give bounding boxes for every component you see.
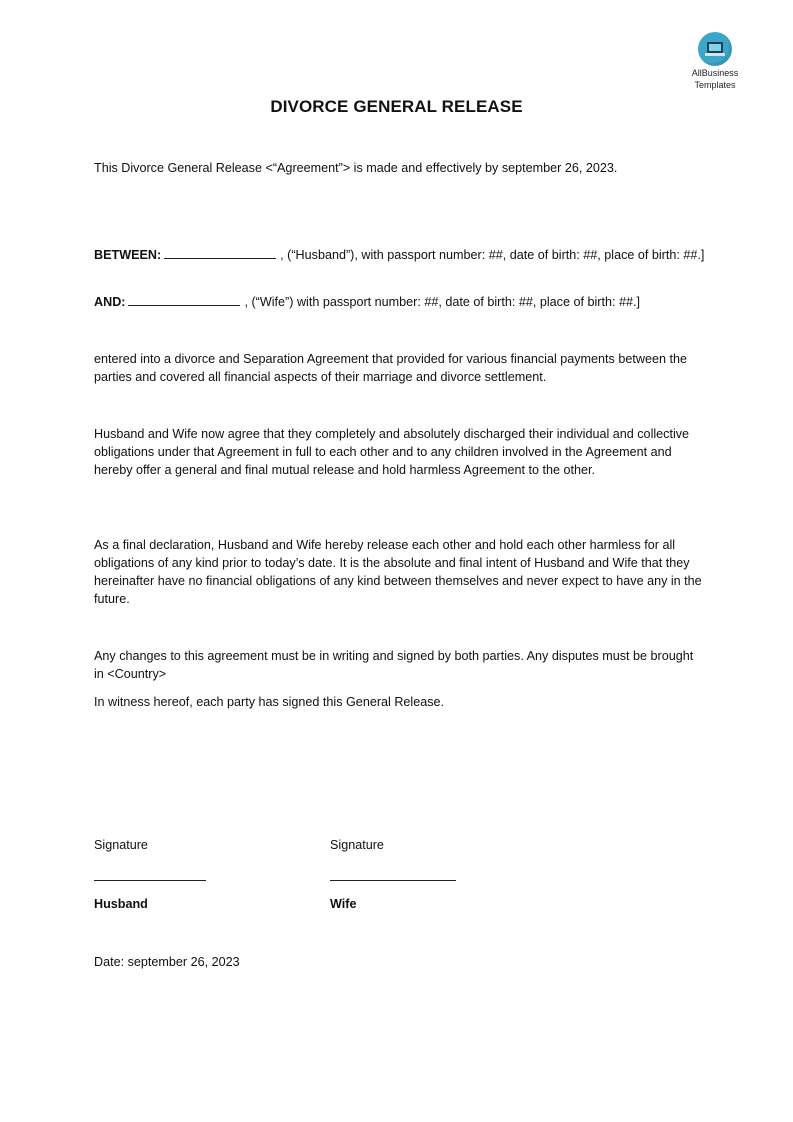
allbusiness-templates-logo [686, 32, 744, 90]
between-clause [94, 246, 706, 264]
document-title: DIVORCE GENERAL RELEASE [270, 97, 523, 116]
and-clause [94, 293, 706, 311]
paragraph-4: Any changes to this agreement must be in writing and signed by both parties. Any disputes must be brought in <Country> [94, 649, 694, 681]
paragraph-1: entered into a divorce and Separation Agreement that provided for various financial payments between the parties and covered all financial aspects of their marriage and divorce settlement. [94, 352, 687, 384]
paragraph-2: Husband and Wife now agree that they completely and absolutely discharged their individual and collective obligations under that Agreement in full to each other and to any children involved in the Agreement and hereby offer a general and final mutual release and hold harmless Agreement to the other. [94, 427, 690, 477]
between-label: BETWEEN: [94, 248, 162, 262]
logo-text-line1: AllBusiness [691, 68, 739, 78]
paragraph-5: In witness hereof, each party has signed this General Release. [94, 695, 445, 709]
signature-label-husband: Signature [94, 838, 148, 852]
signature-line-wife[interactable] [330, 880, 456, 881]
and-text: , (“Wife”) with passport number: ##, date of birth: ##, place of birth: ##.] [244, 295, 640, 309]
date-line: Date: september 26, 2023 [94, 955, 240, 969]
intro-paragraph: This Divorce General Release <“Agreement”> is made and effectively by september 26, 2023. [94, 161, 618, 175]
and-label: AND: [94, 295, 126, 309]
paragraph-3: As a final declaration, Husband and Wife hereby release each other and hold each other harmless for all obligations of any kind prior to today’s date. It is the absolute and final intent of Husband and Wife that they hereinafter have no financial obligations of any kind between themselves and never expect to have any in the future. [94, 538, 702, 606]
signature-line-husband[interactable] [94, 880, 206, 881]
logo-text-line2: Templates [694, 80, 736, 90]
signature-party-husband: Husband [94, 897, 148, 911]
signature-party-wife: Wife [330, 897, 357, 911]
signature-label-wife: Signature [330, 838, 384, 852]
husband-name-blank[interactable] [164, 247, 276, 259]
laptop-icon [698, 32, 732, 66]
wife-name-blank[interactable] [128, 294, 240, 306]
between-text: , (“Husband”), with passport number: ##, date of birth: ##, place of birth: ##.] [280, 248, 705, 262]
